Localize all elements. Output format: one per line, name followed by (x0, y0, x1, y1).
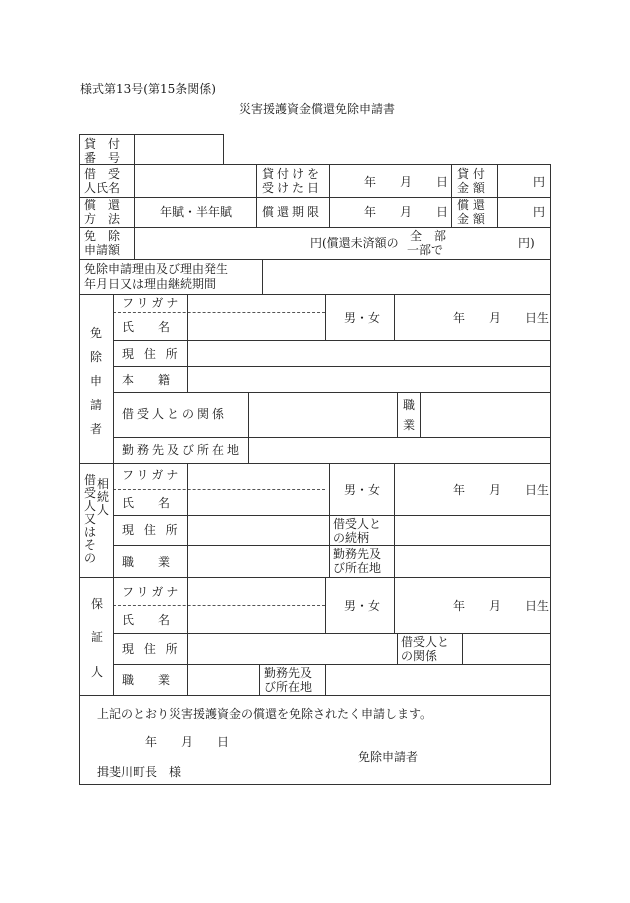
applicant-dob: 年 月 日生 (453, 311, 550, 325)
applicant-workplace-label: 勤務先及び所在地 (122, 443, 243, 457)
repayment-method-value: 年賦・半年賦 (160, 205, 233, 219)
applicant-furigana-label: フリガナ (122, 296, 182, 310)
guarantor-name-label: 氏 名 (122, 613, 171, 627)
applicant-relation-label: 借受人との関係 (122, 407, 228, 421)
exemption-all: 全 部 (410, 229, 447, 243)
applicant-signature-label: 免除申請者 (358, 750, 419, 764)
form-number: 様式第13号(第15条関係) (80, 82, 216, 96)
exemption-part: 一部で (407, 243, 444, 257)
addressee: 揖斐川町長 様 (97, 765, 182, 779)
heir-sex: 男・女 (344, 483, 381, 497)
application-date: 年 月 日 (145, 735, 230, 749)
repayment-period-label: 償還期限 (262, 205, 323, 219)
applicant-sex: 男・女 (344, 311, 381, 325)
guarantor-furigana-label: フリガナ (122, 585, 182, 599)
guarantor-occupation-label: 職 業 (122, 673, 171, 687)
applicant-address-label: 現 住 所 (122, 347, 181, 361)
loan-amount-yen: 円 (533, 175, 546, 189)
exemption-amount-value: 円(償還未済額の (310, 236, 399, 250)
page-title: 災害援護資金償還免除申請書 (239, 102, 396, 116)
applicant-name-label: 氏 名 (122, 320, 171, 334)
repayment-period-value: 年 月 日 (364, 205, 449, 219)
loan-date-value: 年 月 日 (364, 175, 449, 189)
repayment-amount-yen: 円 (533, 205, 546, 219)
heir-furigana-label: フリガナ (122, 468, 182, 482)
exemption-end: 円) (518, 236, 535, 250)
guarantor-dob: 年 月 日生 (453, 599, 550, 613)
statement-text: 上記のとおり災害援護資金の償還を免除されたく申請します。 (97, 707, 433, 721)
heir-dob: 年 月 日生 (453, 483, 550, 497)
applicant-honseki-label: 本 籍 (122, 373, 171, 387)
heir-name-label: 氏 名 (122, 496, 171, 510)
guarantor-address-label: 現 住 所 (122, 642, 181, 656)
guarantor-sex: 男・女 (344, 599, 381, 613)
heir-occupation-label: 職 業 (122, 555, 171, 569)
heir-address-label: 現 住 所 (122, 523, 181, 537)
